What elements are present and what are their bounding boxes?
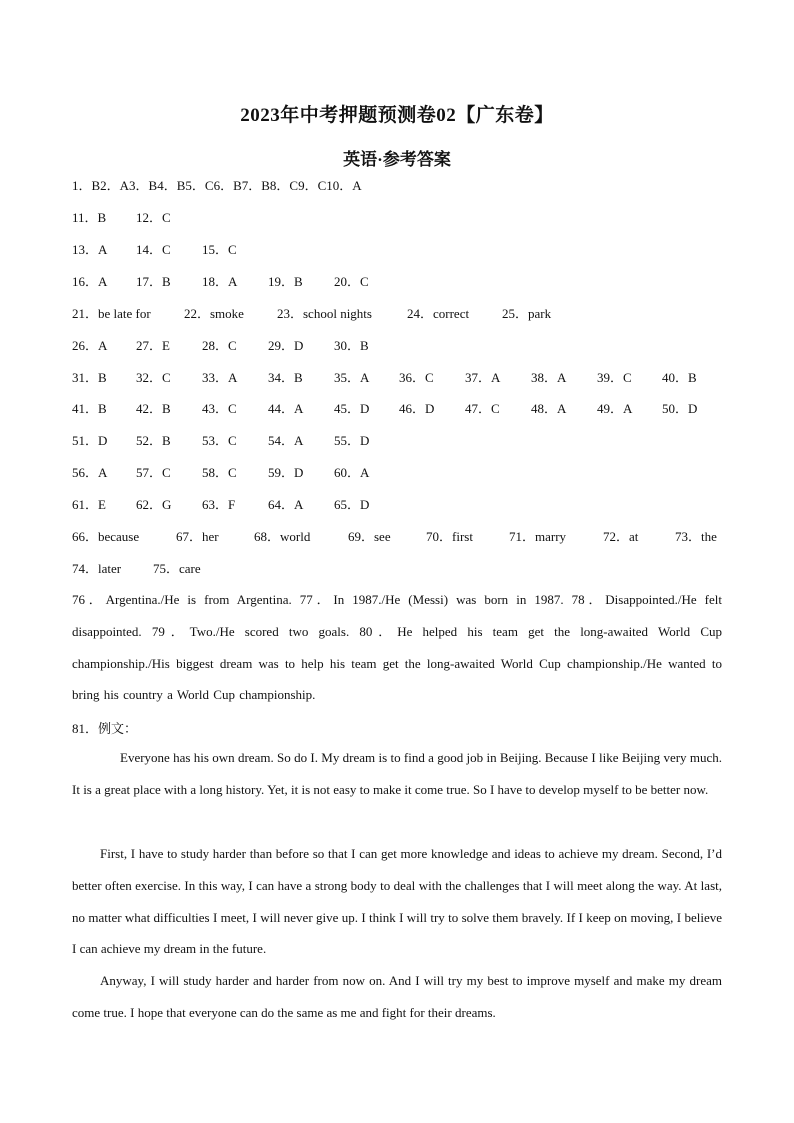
answer-30: 30．B xyxy=(334,338,369,353)
page-subtitle: 英语·参考答案 xyxy=(343,150,451,169)
answer-66: 66．because xyxy=(72,529,140,544)
answer-64: 64．A xyxy=(268,497,304,512)
answer-46: 46．D xyxy=(399,401,435,416)
answer-17: 17．B xyxy=(136,274,171,289)
answer-59: 59．D xyxy=(268,465,304,480)
answer-56: 56．A xyxy=(72,465,108,480)
answer-39: 39．C xyxy=(597,370,632,385)
answer-37: 37．A xyxy=(465,370,501,385)
essay-paragraph-1: Everyone has his own dream. So do I. My dream is to find a good job in Beijing. Because I like Beijing very much. It is a great place with a long history. Yet, it is not easy to make it come true. So I have to develop myself to be better now. xyxy=(72,750,722,797)
answer-51: 51．D xyxy=(72,433,108,448)
answer-65: 65．D xyxy=(334,497,370,512)
answer-69: 69．see xyxy=(348,529,391,544)
answer-74: 74．later xyxy=(72,561,122,576)
answer-52: 52．B xyxy=(136,433,171,448)
answer-63: 63．F xyxy=(202,497,236,512)
answer-34: 34．B xyxy=(268,370,303,385)
answer-24: 24．correct xyxy=(407,306,470,321)
answer-15: 15．C xyxy=(202,242,237,257)
answer-38: 38．A xyxy=(531,370,567,385)
answer-23: 23．school nights xyxy=(277,306,372,321)
answer-67: 67．her xyxy=(176,529,219,544)
answers-row-1-10: 1．B2．A3．B4．B5．C6．B7．B8．C9．C10．A xyxy=(72,178,362,193)
answer-33: 33．A xyxy=(202,370,238,385)
answer-68: 68．world xyxy=(254,529,311,544)
answer-75: 75．care xyxy=(153,561,201,576)
answer-73: 73．the xyxy=(675,529,717,544)
answer-40: 40．B xyxy=(662,370,697,385)
answer-28: 28．C xyxy=(202,338,237,353)
answer-55: 55．D xyxy=(334,433,370,448)
answer-57: 57．C xyxy=(136,465,171,480)
answer-50: 50．D xyxy=(662,401,698,416)
answer-20: 20．C xyxy=(334,274,369,289)
answer-45: 45．D xyxy=(334,401,370,416)
answer-41: 41．B xyxy=(72,401,107,416)
answer-42: 42．B xyxy=(136,401,171,416)
answer-32: 32．C xyxy=(136,370,171,385)
answer-72: 72．at xyxy=(603,529,639,544)
answer-58: 58．C xyxy=(202,465,237,480)
answer-60: 60．A xyxy=(334,465,370,480)
essay-label: 81．例文： xyxy=(72,721,138,736)
essay-paragraph-3: Anyway, I will study harder and harder from now on. And I will try my best to improve myself and make my dream come true. I hope that everyone can do the same as me and fight for their dreams. xyxy=(72,973,722,1020)
answer-29: 29．D xyxy=(268,338,304,353)
answer-44: 44．A xyxy=(268,401,304,416)
answer-43: 43．C xyxy=(202,401,237,416)
answer-11: 11．B xyxy=(72,210,107,225)
answer-54: 54．A xyxy=(268,433,304,448)
answer-71: 71．marry xyxy=(509,529,567,544)
answer-18: 18．A xyxy=(202,274,238,289)
answer-48: 48．A xyxy=(531,401,567,416)
essay-paragraph-2: First, I have to study harder than before so that I can get more knowledge and ideas to achieve my dream. Second, I’d better often exercise. In this way, I can have a strong body to deal with the challenges that I will meet along the way. At last, no matter what difficulties I meet, I will never give up. I think I will try to solve them bravely. If I keep on moving, I believe I can achieve my dream in the future. xyxy=(72,846,722,957)
answer-62: 62．G xyxy=(136,497,172,512)
answer-16: 16．A xyxy=(72,274,108,289)
answer-13: 13．A xyxy=(72,242,108,257)
answer-47: 47．C xyxy=(465,401,500,416)
answer-61: 61．E xyxy=(72,497,106,512)
answer-25: 25．park xyxy=(502,306,552,321)
answer-14: 14．C xyxy=(136,242,171,257)
answer-19: 19．B xyxy=(268,274,303,289)
answers-76-80: 76．Argentina./He is from Argentina. 77．In 1987./He (Messi) was born in 1987. 78．Disappointed./He felt disappointed. 79．Two./He scored two goals. 80．He helped his team get the long-awaited World Cup championship./His biggest dream was to help his team get the long-awaited World Cup championship./He wanted to bring his country a World Cup championship. xyxy=(72,592,722,703)
page-title: 2023年中考押题预测卷02【广东卷】 xyxy=(240,105,554,126)
answer-36: 36．C xyxy=(399,370,434,385)
answer-53: 53．C xyxy=(202,433,237,448)
answer-70: 70．first xyxy=(426,529,473,544)
answer-26: 26．A xyxy=(72,338,108,353)
answer-49: 49．A xyxy=(597,401,633,416)
answer-35: 35．A xyxy=(334,370,370,385)
answer-22: 22．smoke xyxy=(184,306,244,321)
answer-12: 12．C xyxy=(136,210,171,225)
answer-27: 27．E xyxy=(136,338,170,353)
answer-31: 31．B xyxy=(72,370,107,385)
answer-21: 21．be late for xyxy=(72,306,151,321)
